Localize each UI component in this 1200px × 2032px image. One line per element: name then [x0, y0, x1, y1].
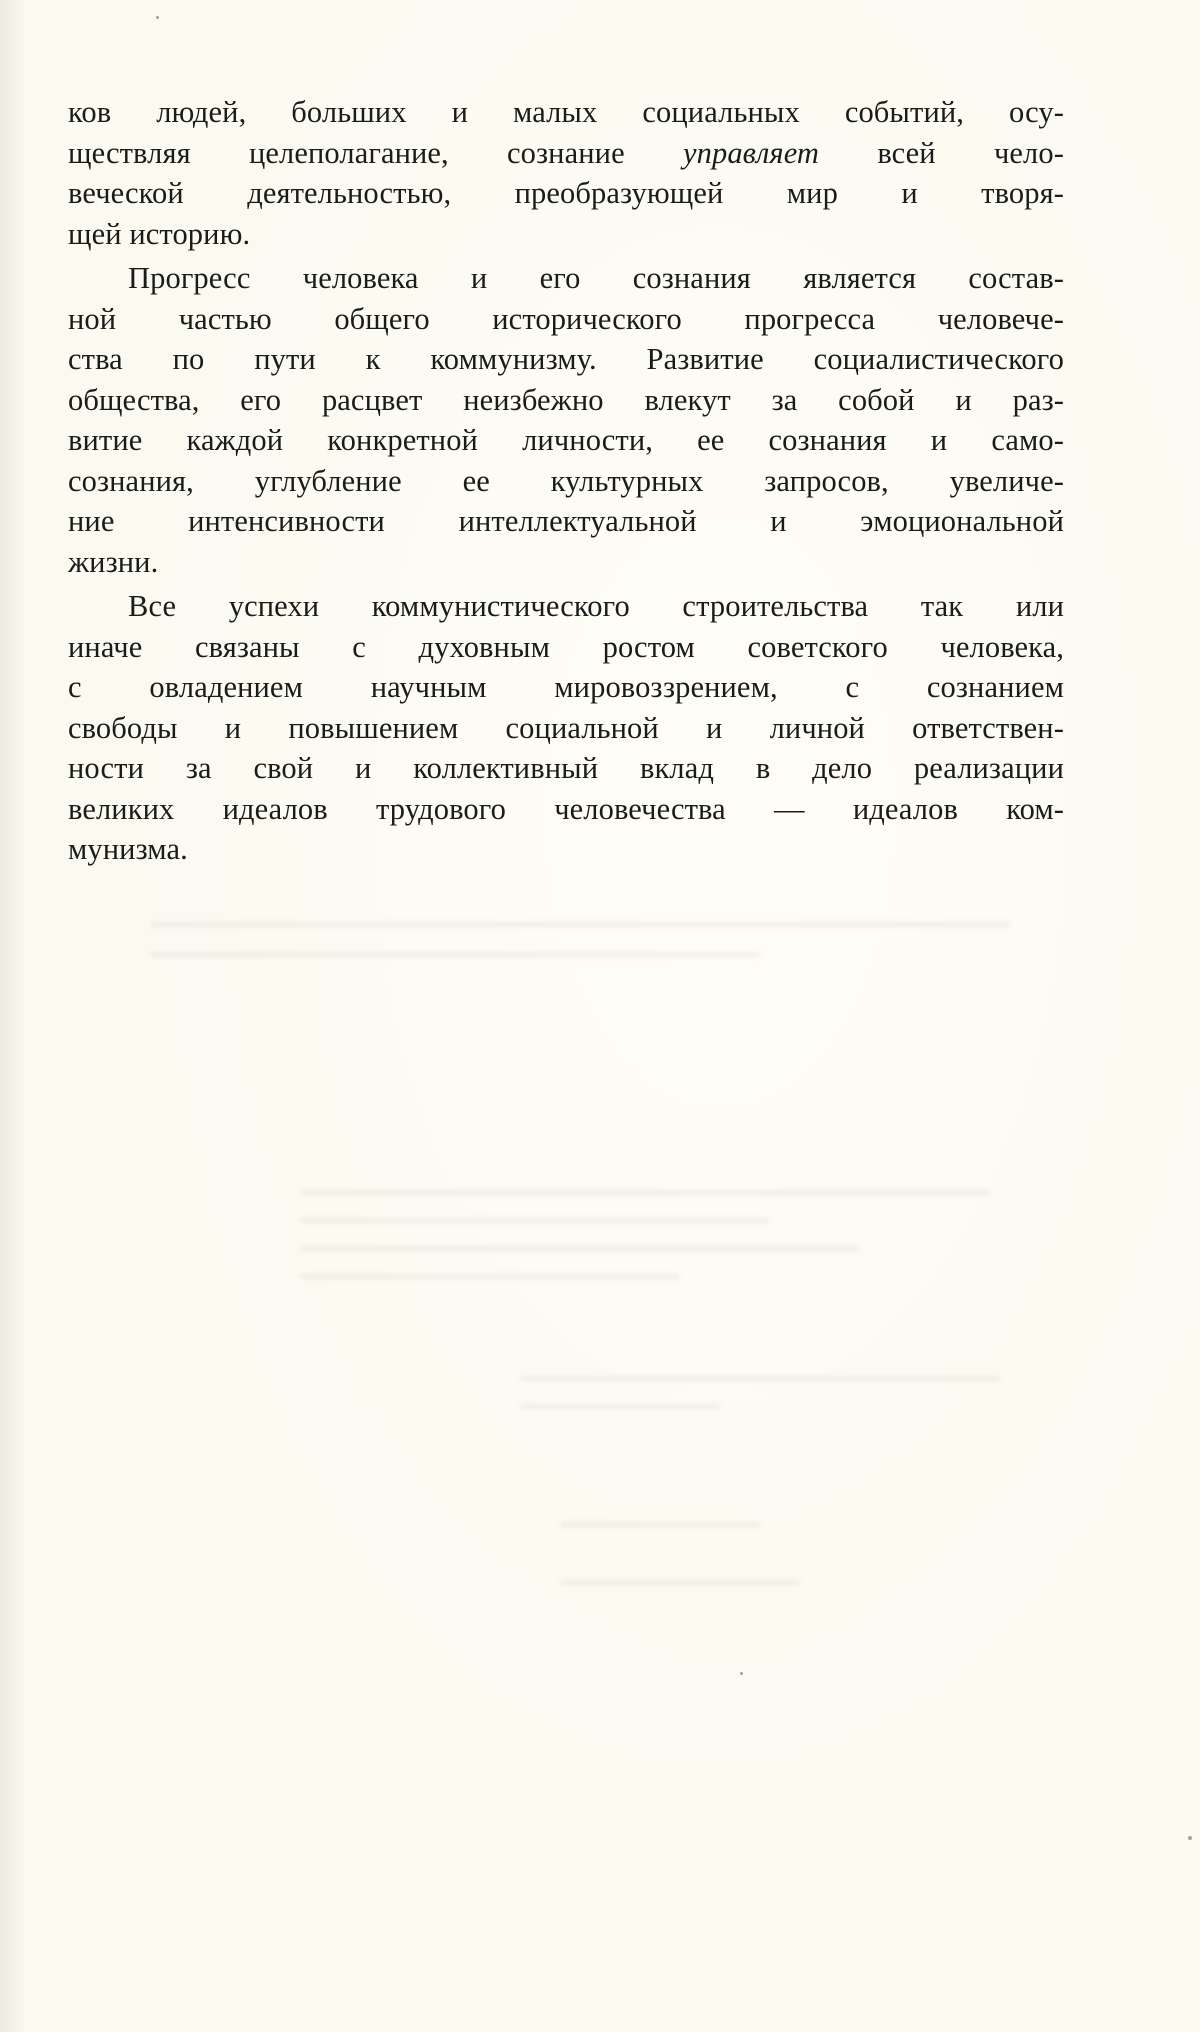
page-gutter-shadow [0, 0, 26, 2032]
text-line [68, 299, 1064, 340]
text-run: ной частью общего исторического прогресса человече- [68, 301, 1064, 336]
body-text [68, 92, 1064, 874]
text-line [68, 708, 1064, 749]
paragraph [68, 586, 1064, 870]
text-run: ков людей, больших и малых социальных событий, осу- [68, 95, 1064, 129]
bleed-through-mark [300, 1190, 990, 1195]
text-line [68, 339, 1064, 380]
text-line [68, 542, 1064, 583]
text-run: щей историю. [68, 216, 251, 251]
paper-speck [156, 16, 159, 19]
text-line [68, 627, 1064, 668]
text-run: витие каждой конкретной личности, ее сознания и само- [68, 423, 1064, 457]
text-line [68, 461, 1064, 502]
text-run: всей чело- [819, 135, 1064, 170]
text-line [68, 748, 1064, 789]
text-run: ществляя целеполагание, сознание [68, 135, 683, 170]
text-run: с овладением научным мировоззрением, с сознанием [68, 670, 1064, 704]
paragraph [68, 258, 1064, 582]
bleed-through-mark [560, 1522, 760, 1527]
text-run: сознания, углубление ее культурных запросов, увеличе- [68, 463, 1064, 498]
text-line [68, 501, 1064, 542]
text-line [68, 789, 1064, 830]
text-run: Все успехи коммунистического строительства так или [128, 589, 1064, 623]
text-line [68, 214, 1064, 255]
text-run: ства по пути к коммунизму. Развитие социалистического [68, 342, 1064, 376]
text-line [68, 92, 1064, 133]
text-run: ние интенсивности интеллектуальной и эмоциональной [68, 504, 1064, 538]
text-run: Прогресс человека и его сознания является состав- [128, 261, 1064, 295]
bleed-through-mark [520, 1376, 1000, 1381]
bleed-through-mark [300, 1274, 680, 1279]
text-run: иначе связаны с духовным ростом советского человека, [68, 629, 1064, 664]
emphasized-word: управляет [682, 135, 820, 170]
bleed-through-mark [560, 1580, 800, 1585]
text-line [68, 420, 1064, 461]
text-run: ности за свой и коллективный вклад в дело реализации [68, 751, 1064, 785]
bleed-through-mark [150, 922, 1010, 927]
text-run: веческой деятельностью, преобразующей мир и творя- [68, 176, 1064, 210]
text-run: свободы и повышением социальной и личной ответствен- [68, 710, 1064, 745]
paragraph [68, 92, 1064, 254]
bleed-through-mark [150, 952, 760, 957]
text-run: мунизма. [68, 832, 188, 866]
bleed-through-mark [520, 1404, 720, 1409]
text-run: общества, его расцвет неизбежно влекут за собой и раз- [68, 382, 1064, 417]
bleed-through-mark [300, 1218, 770, 1223]
paper-speck [740, 1672, 743, 1675]
bleed-through-mark [300, 1246, 860, 1251]
text-line [68, 380, 1064, 421]
text-line [68, 258, 1064, 299]
text-line [68, 829, 1064, 870]
paper-speck [1188, 1836, 1192, 1840]
text-line [68, 586, 1064, 627]
text-line [68, 667, 1064, 708]
text-line [68, 173, 1064, 214]
text-line [68, 133, 1064, 174]
text-run: жизни. [68, 544, 159, 579]
text-run: великих идеалов трудового человечества — идеалов ком- [68, 791, 1064, 826]
